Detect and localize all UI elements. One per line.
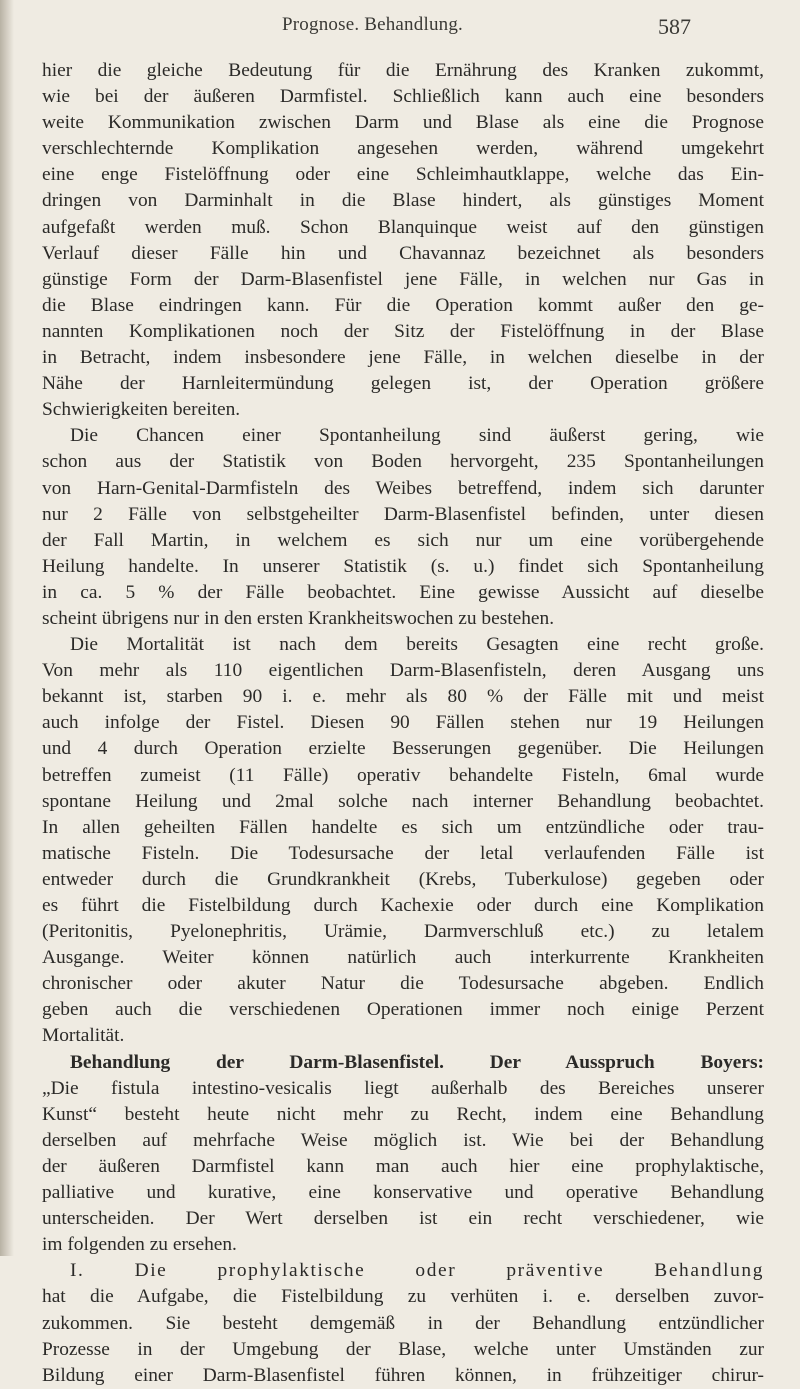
text-line: Mortalität. <box>42 1025 125 1047</box>
body-text <box>42 58 764 1389</box>
paragraph-prognosis <box>42 58 764 423</box>
text-line: und 4 durch Operation erzielte Besserungen gegenüber. Die Heilungen <box>42 738 764 760</box>
text-line: Von mehr als 110 eigentlichen Darm-Blasenfisteln, deren Ausgang uns <box>42 660 764 682</box>
text-line: Heilung handelte. In unserer Statistik (s. u.) findet sich Spontanheilung <box>42 555 764 577</box>
text-line: Nähe der Harnleitermündung gelegen ist, der Operation größere <box>42 373 764 395</box>
text-line: zukommen. Sie besteht demgemäß in der Behandlung entzündlicher <box>42 1312 764 1334</box>
text-line: es führt die Fistelbildung durch Kachexie oder durch eine Komplikation <box>42 895 764 916</box>
text-line: im folgenden zu ersehen. <box>42 1234 237 1256</box>
text-line: weite Kommunikation zwischen Darm und Blase als eine die Prognose <box>42 112 764 134</box>
paragraph-treatment <box>42 1050 764 1259</box>
paragraph-prophylactic <box>42 1258 764 1388</box>
text-line: entweder durch die Grundkrankheit (Krebs, Tuberkulose) gegeben oder <box>42 868 764 890</box>
text-line: in Betracht, indem insbesondere jene Fälle, in welchen dieselbe in der <box>42 347 764 369</box>
text-line: hier die gleiche Bedeutung für die Ernährung des Kranken zukommt, <box>42 60 764 81</box>
text-line: die Blase eindringen kann. Für die Operation kommt außer den ge- <box>42 294 764 316</box>
text-line: der äußeren Darmfistel kann man auch hier eine prophylaktische, <box>42 1155 764 1177</box>
text-line: wie bei der äußeren Darmfistel. Schließlich kann auch eine besonders <box>42 86 764 108</box>
text-line: In allen geheilten Fällen handelte es sich um entzündliche oder trau- <box>42 816 764 838</box>
paragraph-spontaneous-healing <box>42 423 764 632</box>
text-line: nannten Komplikationen noch der Sitz der Fistelöffnung in der Blase <box>42 320 764 342</box>
text-line: derselben auf mehrfache Weise möglich ist. Wie bei der Behandlung <box>42 1129 764 1151</box>
page-header <box>0 14 800 44</box>
text-line: in ca. 5 % der Fälle beobachtet. Eine gewisse Aussicht auf dieselbe <box>42 581 764 603</box>
page-number: 587 <box>658 14 691 39</box>
text-line: (Peritonitis, Pyelonephritis, Urämie, Darmverschluß etc.) zu letalem <box>42 921 764 943</box>
text-line: geben auch die verschiedenen Operationen immer noch einige Perzent <box>42 999 764 1021</box>
text-line: Die Chancen einer Spontanheilung sind äußerst gering, wie <box>70 425 764 447</box>
text-line: matische Fisteln. Die Todesursache der letal verlaufenden Fälle ist <box>42 842 764 864</box>
text-line: „Die fistula intestino-vesicalis liegt außerhalb des Bereiches unserer <box>42 1077 764 1099</box>
text-line: Verlauf dieser Fälle hin und Chavannaz bezeichnet als besonders <box>42 242 764 264</box>
running-head: Prognose. Behandlung. <box>282 14 463 35</box>
text-line: Schwierigkeiten bereiten. <box>42 399 241 421</box>
text-line: palliative und kurative, eine konservative und operative Behandlung <box>42 1182 764 1204</box>
text-line: schon aus der Statistik von Boden hervorgeht, 235 Spontanheilungen <box>42 451 764 473</box>
text-line: Die Mortalität ist nach dem bereits Gesagten eine recht große. <box>70 634 764 656</box>
text-line: hat die Aufgabe, die Fistelbildung zu verhüten i. e. derselben zuvor- <box>42 1286 764 1308</box>
text-line: bekannt ist, starben 90 i. e. mehr als 80 % der Fälle mit und meist <box>42 686 764 708</box>
text-line: Bildung einer Darm-Blasenfistel führen können, in frühzeitiger chirur- <box>42 1364 764 1386</box>
text-line: betreffen zumeist (11 Fälle) operativ behandelte Fisteln, 6mal wurde <box>42 764 764 786</box>
text-line: günstige Form der Darm-Blasenfistel jene Fälle, in welchen nur Gas in <box>42 268 764 290</box>
text-line: Kunst“ besteht heute nicht mehr zu Recht, indem eine Behandlung <box>42 1103 764 1125</box>
paragraph-mortality <box>42 632 764 1050</box>
text-line: aufgefaßt werden muß. Schon Blanquinque weist auf den günstigen <box>42 216 764 238</box>
text-line: der Fall Martin, in welchem es sich nur um eine vorübergehende <box>42 529 764 551</box>
text-line: nur 2 Fälle von selbstgeheilter Darm-Blasenfistel befinden, unter diesen <box>42 503 764 525</box>
text-line: scheint übrigens nur in den ersten Krankheitswochen zu bestehen. <box>42 607 555 629</box>
text-line: eine enge Fistelöffnung oder eine Schleimhautklappe, welche das Ein- <box>42 164 764 186</box>
section-heading-line: Behandlung der Darm-Blasenfistel. Der Ausspruch Boyers: <box>70 1051 764 1073</box>
text-line: Ausgange. Weiter können natürlich auch interkurrente Krankheiten <box>42 947 764 969</box>
text-line: verschlechternde Komplikation angesehen werden, während umgekehrt <box>42 138 764 160</box>
text-line: spontane Heilung und 2mal solche nach interner Behandlung beobachtet. <box>42 790 764 812</box>
text-line: dringen von Darminhalt in die Blase hindert, als günstiges Moment <box>42 190 764 212</box>
subsection-heading-line: I. Die prophylaktische oder präventive Behandlung <box>70 1260 764 1282</box>
text-line: von Harn-Genital-Darmfisteln des Weibes betreffend, indem sich darunter <box>42 477 764 499</box>
text-line: Prozesse in der Umgebung der Blase, welche unter Umständen zur <box>42 1338 764 1360</box>
text-line: unterscheiden. Der Wert derselben ist ein recht verschiedener, wie <box>42 1208 764 1230</box>
text-line: chronischer oder akuter Natur die Todesursache abgeben. Endlich <box>42 973 764 995</box>
text-line: auch infolge der Fistel. Diesen 90 Fällen stehen nur 19 Heilungen <box>42 712 764 734</box>
